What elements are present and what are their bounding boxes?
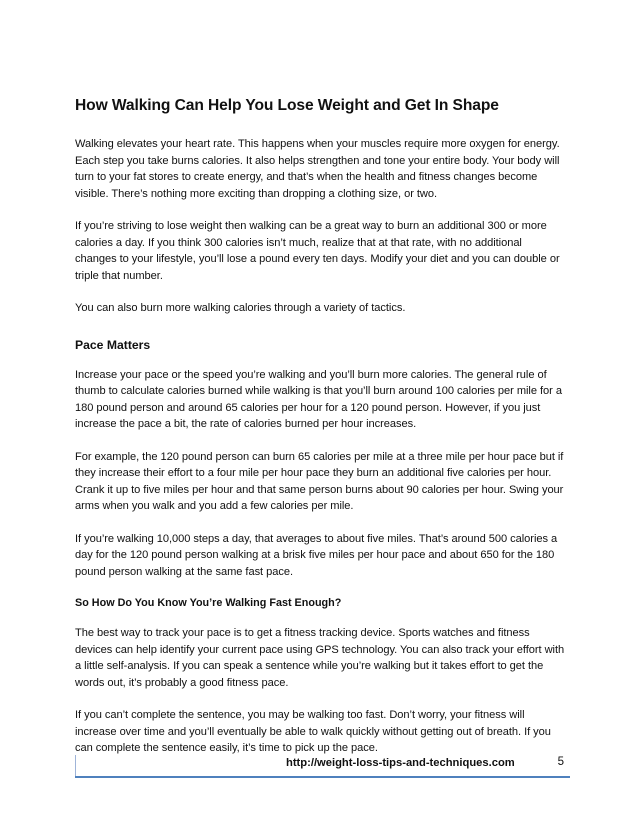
- footer-left-rule: [75, 755, 76, 777]
- section-title-pace: Pace Matters: [75, 337, 151, 352]
- section-title-fast: So How Do You Know You’re Walking Fast Enough?: [75, 597, 342, 609]
- pace-paragraph-3: If you’re walking 10,000 steps a day, that averages to about five miles. That’s around 500 calories a day for the 120 pound person walking at a brisk five miles per hour pace and about 650 for the 180 pound person walking at the same fast pace.: [75, 532, 558, 578]
- page-footer: [75, 752, 570, 778]
- pace-paragraph-2: For example, the 120 pound person can burn 65 calories per mile at a three mile per hour pace but if they increase their effort to a four mile per hour pace they burn an additional five calories per hour. Crank it up to five miles per hour and that same person burns about 90 calories per hour. Swing your arms when you walk and you add a few calories per mile.: [75, 450, 564, 512]
- intro-paragraph-2: If you’re striving to lose weight then walking can be a great way to burn an additional 300 or more calories a day. If you think 300 calories isn’t much, realize that at that rate, with no additional changes to your lifestyle, you’ll lose a pound every ten days. Modify your diet and you can double or triple that number.: [75, 220, 560, 282]
- page-number: 5: [557, 756, 564, 768]
- article-heading: How Walking Can Help You Lose Weight and Get In Shape: [75, 97, 499, 114]
- footer-url: http://weight-loss-tips-and-techniques.com: [286, 757, 515, 769]
- fast-paragraph-2: If you can’t complete the sentence, you may be walking too fast. Don’t worry, your fitness will increase over time and you’ll eventually be able to walk quickly without getting out of breath. If you can complete the sentence easily, it’s time to pick up the pace.: [75, 709, 551, 754]
- page-content: [75, 96, 565, 773]
- intro-paragraph-3: You can also burn more walking calories through a variety of tactics.: [75, 302, 406, 314]
- intro-paragraph-1: Walking elevates your heart rate. This happens when your muscles require more oxygen for energy. Each step you take burns calories. It also helps strengthen and tone your entire body. Your body will turn to your fat stores to create energy, and that’s when the health and fitness changes become visible. There’s nothing more exciting than dropping a clothing size, or two.: [75, 138, 560, 200]
- fast-paragraph-1: The best way to track your pace is to get a fitness tracking device. Sports watches and fitness devices can help identify your current pace using GPS technology. You can also track your effort with a little self-analysis. If you can speak a sentence while you’re walking but it takes effort to get the words out, it’s probably a good fitness pace.: [75, 627, 565, 689]
- pace-paragraph-1: Increase your pace or the speed you’re walking and you’ll burn more calories. The general rule of thumb to calculate calories burned while walking is that you’ll burn around 100 calories per mile for a 180 pound person and around 65 calories per hour for a 120 pound person. However, if you just increase the pace a bit, the rate of calories burned per hour increases.: [75, 368, 562, 430]
- footer-rule: [75, 776, 570, 778]
